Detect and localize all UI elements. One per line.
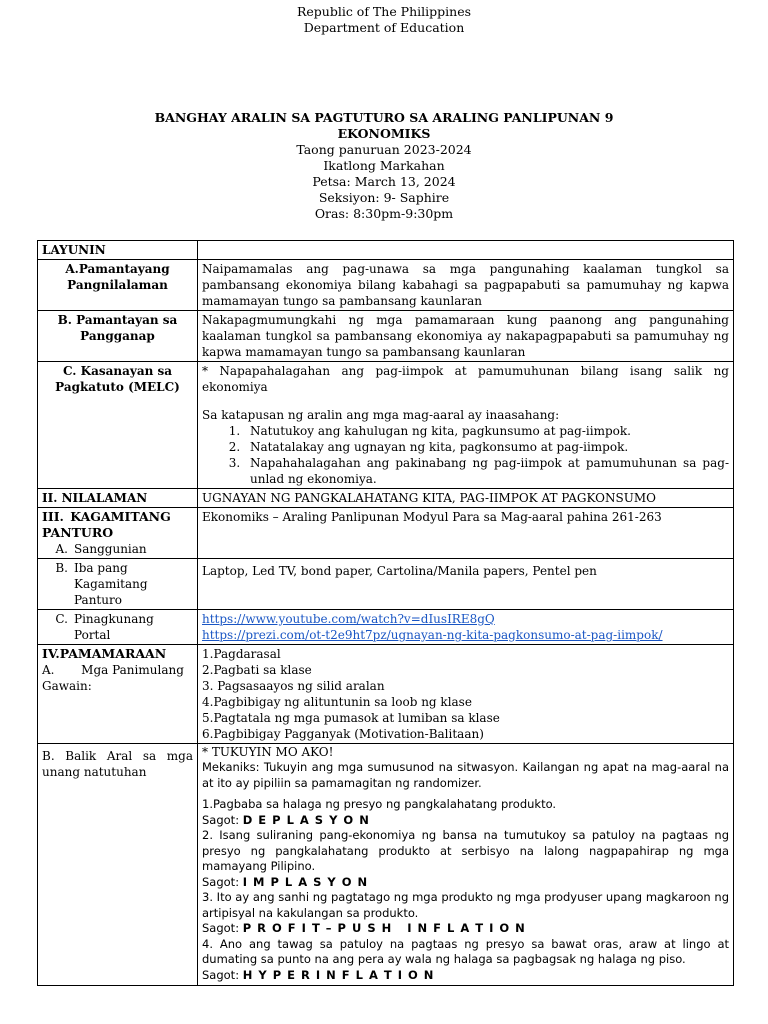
- panimulang-gawain-label: A. Mga Panimulang Gawain:: [42, 663, 188, 693]
- subject-title: EKONOMIKS: [337, 126, 431, 141]
- sagot-label: Sagot:: [202, 921, 243, 935]
- prezi-link[interactable]: https://prezi.com/ot-t2e9ht7pz/ugnayan-ng-kita-pagkonsumo-at-pag-iimpok/: [202, 628, 663, 642]
- list-item: 1. Natutukoy ang kahulugan ng kita, pagkunsumo at pag-iimpok.: [244, 423, 729, 439]
- date: Petsa: March 13, 2024: [312, 174, 456, 189]
- answer-2-value: I M P L A S Y O N: [242, 874, 369, 889]
- answer-1-value: D E P L A S Y O N: [242, 812, 370, 827]
- table-row-pamantayang-pangnilalaman: [38, 260, 734, 311]
- iba-pang-label: Iba pang Kagamitang Panturo: [74, 561, 148, 607]
- question-4: 4. Ano ang tawag sa patuloy na pagtaas ng presyo sa bawat oras, araw at lingo at dumating sa punto na ang pera ay wala ng halaga sa pagbagsak ng halaga ng piso.: [202, 936, 729, 966]
- question-3: 3. Ito ay ang sanhi ng pagtatago ng mga produkto ng mga prodyuser upang magkaroon ng artipisyal na kakulangan sa produkto.: [202, 890, 729, 920]
- answer-2: [202, 875, 729, 891]
- sanggunian-label: Sanggunian: [74, 542, 147, 556]
- table-row-pamamaraan: [38, 645, 734, 744]
- mechanics-text: Mekaniks: Tukuyin ang mga sumusunod na sitwasyon. Kailangan ng apat na mag-aaral na at ito ay pipiliin sa pamamagitan ng randomizer.: [202, 760, 729, 790]
- document-title: BANGHAY ARALIN SA PAGTUTURO SA ARALING PANLIPUNAN 9: [154, 110, 614, 125]
- pamantayan-pangganap-label: B. Pamantayan sa Pangganap: [38, 311, 198, 362]
- table-row-kasanayan: [38, 362, 734, 489]
- question-2: 2. Isang suliraning pang-ekonomiya ng bansa na tumutukoy sa patuloy na pagtaas ng presyo ng pangkalahatang produkto at serbisyo na lalong nagpapahirap ng mga mamayang Pilipino.: [202, 828, 729, 873]
- answer-3: [202, 921, 729, 937]
- kagamitang-cell: [38, 508, 198, 559]
- header-republic: Republic of The Philippines: [296, 4, 472, 19]
- sanggunian-letter: A.: [55, 542, 68, 556]
- header-department: Department of Education: [303, 20, 465, 35]
- nilalaman-text: UGNAYAN NG PANGKALAHATANG KITA, PAG-IIMPOK AT PAGKONSUMO: [198, 489, 734, 508]
- kasanayan-list: [202, 423, 729, 487]
- list-item: 1.Pagdarasal: [202, 647, 281, 661]
- list-item: 4.Pagbibigay ng alituntunin sa loob ng klase: [202, 695, 472, 709]
- answer-3-value: P R O F I T – P U S H I N F L A T I O N: [242, 921, 526, 935]
- iba-pang-text: Laptop, Led TV, bond paper, Cartolina/Manila papers, Pentel pen: [198, 559, 734, 610]
- table-row-nilalaman: [38, 489, 734, 508]
- answer-4-value: H Y P E R I N F L A T I O N: [242, 967, 435, 982]
- iba-pang-cell: [38, 559, 198, 610]
- table-row-balik-aral: [38, 744, 734, 986]
- kasanayan-label: C. Kasanayan sa Pagkatuto (MELC): [38, 362, 198, 489]
- layunin-heading: LAYUNIN: [38, 241, 198, 260]
- pamantayan-pangganap-text: Nakapagmumungkahi ng mga pamamaraan kung paanong ang pangunahing kaalaman tungkol sa pambansang ekonomiya ay nakapagpapabuti sa pamumuhay ng kapwa mamamayan tungo sa pambansang kaunlaran: [198, 311, 734, 362]
- pamamaraan-label: IV.PAMAMARAAN: [42, 646, 167, 661]
- question-1: 1.Pagbaba sa halaga ng presyo ng pangkalahatang produkto.: [202, 797, 557, 811]
- kagamitang-label: III. KAGAMITANG PANTURO: [42, 509, 171, 540]
- nilalaman-label: II. NILALAMAN: [38, 489, 198, 508]
- lesson-plan-table: [37, 240, 734, 986]
- youtube-link[interactable]: https://www.youtube.com/watch?v=dIusIRE8gQ: [202, 612, 495, 626]
- table-row-pinagkunang-portal: [38, 610, 734, 645]
- section: Seksiyon: 9- Saphire: [318, 190, 450, 205]
- portal-links: [198, 610, 734, 645]
- portal-letter: C.: [55, 612, 68, 626]
- list-item: 5.Pagtatala ng mga pumasok at lumiban sa klase: [202, 711, 500, 725]
- kasanayan-intro: Sa katapusan ng aralin ang mga mag-aaral ay inaasahang:: [202, 408, 560, 422]
- time: Oras: 8:30pm-9:30pm: [314, 206, 454, 221]
- pamantayang-pangnilalaman-label: A.Pamantayang Pangnilalaman: [38, 260, 198, 311]
- panimulang-gawain-list: [198, 645, 734, 744]
- list-item: 2.Pagbati sa klase: [202, 663, 312, 677]
- balik-aral-label: B. Balik Aral sa mga unang natutuhan: [38, 744, 198, 986]
- answer-1: [202, 813, 729, 829]
- pamantayang-pangnilalaman-text: Naipamamalas ang pag-unawa sa mga pangunahing kaalaman tungkol sa pambansang ekonomiya bilang kabahagi sa pagpapabuti sa pamumuhay ng kapwa mamamayan tungo sa pambansang kaunlaran: [198, 260, 734, 311]
- pamamaraan-cell: [38, 645, 198, 744]
- kasanayan-text: * Napapahalagahan ang pag-iimpok at pamumuhunan bilang isang salik ng ekonomiya: [202, 364, 729, 394]
- table-row-kagamitang-panturo: [38, 508, 734, 559]
- quarter: Ikatlong Markahan: [323, 158, 445, 173]
- list-item: 3. Pagsasaayos ng silid aralan: [202, 679, 385, 693]
- portal-cell: [38, 610, 198, 645]
- list-item: 2. Natatalakay ang ugnayan ng kita, pagkonsumo at pag-iimpok.: [244, 439, 729, 455]
- table-row-iba-pang-kagamitan: [38, 559, 734, 610]
- sanggunian-text: Ekonomiks – Araling Panlipunan Modyul Para sa Mag-aaral pahina 261-263: [198, 508, 734, 559]
- school-year: Taong panuruan 2023-2024: [296, 142, 472, 157]
- sagot-label: Sagot:: [202, 967, 243, 982]
- kasanayan-cell: [198, 362, 734, 489]
- list-item: 6.Pagbibigay Pagganyak (Motivation-Balitaan): [202, 727, 484, 741]
- balik-aral-heading: * TUKUYIN MO AKO!: [202, 745, 334, 759]
- iba-pang-letter: B.: [55, 561, 68, 575]
- balik-aral-cell: [198, 744, 734, 986]
- portal-label: Pinagkunang Portal: [74, 612, 154, 642]
- answer-4: [202, 968, 729, 984]
- table-row-pamantayan-pangganap: [38, 311, 734, 362]
- table-row-layunin: [38, 241, 734, 260]
- sagot-label: Sagot:: [202, 812, 243, 827]
- sagot-label: Sagot:: [202, 874, 243, 889]
- list-item: 3. Napahahalagahan ang pakinabang ng pag-iimpok at pamumuhunan sa pag-unlad ng ekonomiya.: [244, 455, 729, 487]
